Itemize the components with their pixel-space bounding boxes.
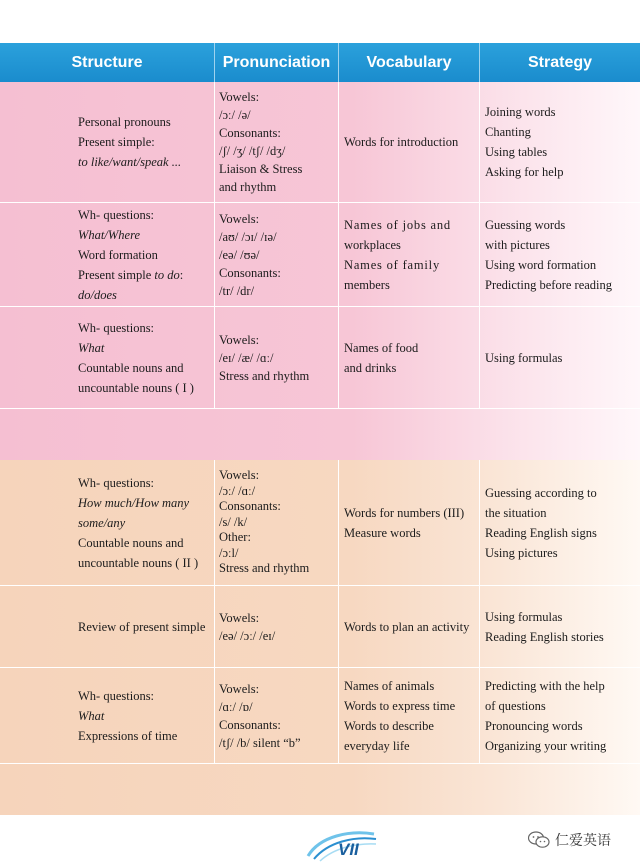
pronunciation-line: Liaison & Stress xyxy=(219,162,303,176)
structure-cell xyxy=(0,307,215,408)
vocabulary-cell xyxy=(339,307,480,408)
pronunciation-line: Consonants: xyxy=(219,126,281,140)
vocabulary-line: Words to describe xyxy=(344,718,434,733)
structure-line: What xyxy=(78,340,105,355)
pronunciation-line: /ɔː/ /ə/ xyxy=(219,108,251,122)
pronunciation-line: Consonants: xyxy=(219,499,281,514)
watermark xyxy=(528,826,611,854)
table-row xyxy=(0,82,640,202)
strategy-line: of questions xyxy=(485,698,546,713)
pronunciation-line: /eɪ/ /æ/ /ɑː/ xyxy=(219,350,274,365)
pronunciation-line: /s/ /k/ xyxy=(219,514,248,529)
pronunciation-line: /ɔː/ /ɑː/ xyxy=(219,483,256,498)
vocabulary-line: Names of family xyxy=(344,257,441,272)
structure-line: Wh- questions: xyxy=(78,320,155,335)
strategy-line: Guessing words xyxy=(485,217,566,232)
vocabulary-line: Measure words xyxy=(344,525,421,540)
table-row xyxy=(0,667,640,763)
structure-line: uncountable nouns ( I ) xyxy=(78,380,194,395)
structure-cell xyxy=(0,203,215,306)
structure-line: What/Where xyxy=(78,227,141,242)
pronunciation-line: Other: xyxy=(219,530,251,545)
pronunciation-line: Vowels: xyxy=(219,610,260,625)
structure-cell xyxy=(0,586,215,667)
vocabulary-cell xyxy=(339,203,480,306)
vocabulary-line: Words for introduction xyxy=(344,135,459,149)
table-row xyxy=(0,306,640,408)
strategy-line: Organizing your writing xyxy=(485,738,607,753)
pink-section xyxy=(0,82,640,460)
strategy-line: the situation xyxy=(485,505,547,520)
structure-line: Personal pronouns xyxy=(78,115,171,129)
structure-line: Wh- questions: xyxy=(78,475,155,490)
strategy-line: Pronouncing words xyxy=(485,718,583,733)
vocabulary-line: and drinks xyxy=(344,360,397,375)
header-pronunciation: Pronunciation xyxy=(215,43,339,82)
structure-line: Review of present simple xyxy=(78,619,206,634)
pronunciation-line: /aʊ/ /ɔɪ/ /ɪə/ xyxy=(219,229,277,244)
table-row xyxy=(0,585,640,667)
pronunciation-line: /tʃ/ /b/ silent “b” xyxy=(219,735,301,750)
pronunciation-cell xyxy=(215,586,339,667)
structure-line: Wh- questions: xyxy=(78,688,155,703)
pronunciation-line: /ɔːl/ xyxy=(219,545,239,560)
pronunciation-line: Vowels: xyxy=(219,211,260,226)
structure-line: Countable nouns and xyxy=(78,360,184,375)
structure-cell xyxy=(0,82,215,202)
strategy-cell xyxy=(480,82,640,202)
strategy-line: Using word formation xyxy=(485,257,597,272)
strategy-line: Predicting before reading xyxy=(485,277,613,292)
strategy-line: Asking for help xyxy=(485,165,564,179)
vocabulary-line: workplaces xyxy=(344,237,401,252)
structure-cell xyxy=(0,460,215,585)
vocabulary-cell xyxy=(339,460,480,585)
table-row xyxy=(0,460,640,585)
vocabulary-cell xyxy=(339,82,480,202)
strategy-cell xyxy=(480,586,640,667)
wechat-icon xyxy=(528,831,550,849)
strategy-line: Using formulas xyxy=(485,350,563,365)
header-strategy: Strategy xyxy=(527,53,593,71)
structure-line: What xyxy=(78,708,105,723)
pronunciation-cell xyxy=(215,307,339,408)
structure-text: Present simple xyxy=(78,267,155,282)
vocabulary-line: Words for numbers (III) xyxy=(344,505,465,520)
pronunciation-line: and rhythm xyxy=(219,180,277,194)
structure-line: Word formation xyxy=(78,247,158,262)
strategy-line: Using tables xyxy=(485,145,548,159)
pronunciation-line: Vowels: xyxy=(219,468,260,483)
vocabulary-line: members xyxy=(344,277,390,292)
strategy-line: Joining words xyxy=(485,105,556,119)
strategy-line: Reading English signs xyxy=(485,525,597,540)
pronunciation-line: Vowels: xyxy=(219,90,260,104)
header-vocabulary: Vocabulary xyxy=(339,43,480,82)
strategy-line: Guessing according to xyxy=(485,485,597,500)
pronunciation-cell xyxy=(215,460,339,585)
vocabulary-cell xyxy=(339,668,480,763)
strategy-cell xyxy=(480,307,640,408)
structure-text: : xyxy=(179,267,184,282)
vocabulary-line: Words to express time xyxy=(344,698,456,713)
structure-line: Wh- questions: xyxy=(78,207,155,222)
pronunciation-line: Stress and rhythm xyxy=(219,368,310,383)
pronunciation-line: /eə/ /ɔː/ /eɪ/ xyxy=(219,628,276,643)
vocabulary-line: Words to plan an activity xyxy=(344,619,470,634)
pronunciation-cell xyxy=(215,82,339,202)
pronunciation-cell xyxy=(215,668,339,763)
strategy-line: Reading English stories xyxy=(485,629,604,644)
structure-line: some/any xyxy=(78,515,126,530)
page-number: VII xyxy=(338,840,359,859)
watermark-text: 仁爱英语 xyxy=(555,833,611,849)
structure-cell xyxy=(0,668,215,763)
table-header xyxy=(0,43,640,82)
pronunciation-line: Consonants: xyxy=(219,717,281,732)
pronunciation-line: Stress and rhythm xyxy=(219,561,310,576)
structure-line: to like/want/speak ... xyxy=(78,155,182,169)
strategy-line: Chanting xyxy=(485,125,531,139)
strategy-line: with pictures xyxy=(485,237,550,252)
structure-line: Countable nouns and xyxy=(78,535,184,550)
structure-italic: to do xyxy=(154,267,180,282)
vocabulary-line: Names of jobs and xyxy=(344,217,451,232)
pronunciation-line: Vowels: xyxy=(219,681,260,696)
pronunciation-line: /eə/ /ʊə/ xyxy=(219,247,260,262)
orange-section xyxy=(0,460,640,815)
empty-row xyxy=(0,408,640,460)
pronunciation-cell xyxy=(215,203,339,306)
structure-line: do/does xyxy=(78,287,117,302)
vocabulary-line: Names of food xyxy=(344,340,419,355)
table-row xyxy=(0,202,640,306)
structure-line: How much/How many xyxy=(78,495,190,510)
vocabulary-line: Names of animals xyxy=(344,678,435,693)
structure-line: Present simple: xyxy=(78,135,155,149)
pronunciation-line: /tr/ /dr/ xyxy=(219,283,255,298)
empty-row xyxy=(0,763,640,815)
strategy-cell xyxy=(480,460,640,585)
structure-line xyxy=(78,265,214,285)
pronunciation-line: /ʃ/ /ʒ/ /tʃ/ /dʒ/ xyxy=(219,144,286,158)
strategy-cell xyxy=(480,203,640,306)
pronunciation-line: /ɑː/ /ɒ/ xyxy=(219,699,253,714)
structure-line: Expressions of time xyxy=(78,728,178,743)
strategy-line: Predicting with the help xyxy=(485,678,605,693)
vocabulary-cell xyxy=(339,586,480,667)
strategy-line: Using pictures xyxy=(485,545,558,560)
structure-line: uncountable nouns ( II ) xyxy=(78,555,199,570)
strategy-cell xyxy=(480,668,640,763)
strategy-line: Using formulas xyxy=(485,609,563,624)
pronunciation-line: Consonants: xyxy=(219,265,281,280)
header-structure: Structure xyxy=(0,43,215,82)
pronunciation-line: Vowels: xyxy=(219,332,260,347)
vocabulary-line: everyday life xyxy=(344,738,410,753)
